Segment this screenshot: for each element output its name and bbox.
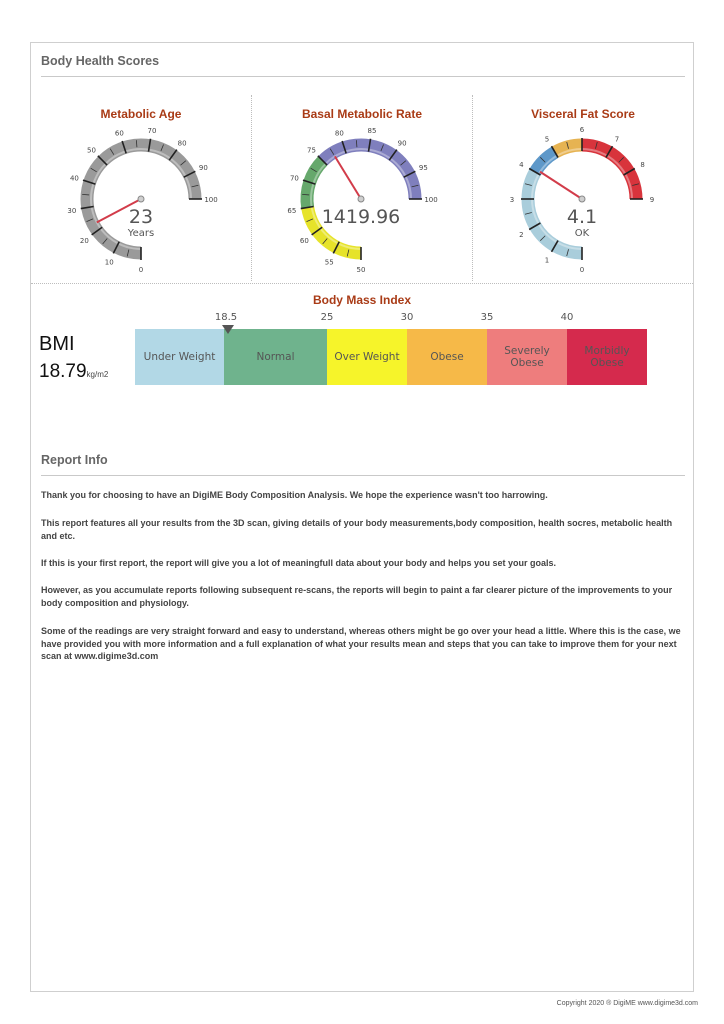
bmi-value-number: 18.79 [39, 361, 87, 382]
metabolic-age-tick-label: 80 [177, 139, 187, 148]
bmi-tick: 40 [560, 312, 574, 323]
copyright-footer: Copyright 2020 ® DigiME www.digime3d.com [556, 1000, 698, 1007]
metabolic-age-tick-label: 10 [104, 258, 114, 267]
metabolic-age-minor-tick [82, 194, 89, 195]
visceral-fat-tick-label: 9 [649, 196, 655, 204]
bmr-minor-tick [356, 140, 357, 147]
bmi-value [39, 361, 108, 383]
bmi-segment-morbidly-obese: Morbidly Obese [567, 329, 647, 385]
bmr-minor-tick [302, 194, 309, 195]
metabolic-age-tick-label: 30 [67, 206, 77, 215]
bmi-pointer-marker [222, 325, 234, 334]
bmi-tick: 25 [320, 312, 334, 323]
bmi-tick: 30 [400, 312, 414, 323]
report-paragraph: Thank you for choosing to have an DigiME Body Composition Analysis. We hope the experience wasn't too harrowing. [41, 490, 548, 500]
section-divider [41, 76, 685, 77]
metabolic-age-readout-label: Years [127, 228, 155, 239]
visceral-fat-tick-label: 4 [519, 161, 524, 169]
bmr-gauge [281, 123, 451, 273]
bmi-segment-under-weight: Under Weight [135, 329, 224, 385]
visceral-fat-tick-label: 5 [544, 135, 550, 144]
bmi-tick: 35 [480, 312, 494, 323]
bmi-tick: 18.5 [214, 312, 238, 323]
column-divider [472, 95, 473, 281]
bmr-needle [335, 156, 361, 199]
section-title-scores: Body Health Scores [41, 54, 160, 68]
visceral-fat-tick-label: 8 [640, 161, 645, 169]
metabolic-age-tick-label: 70 [147, 126, 157, 135]
visceral-fat-tick-label: 2 [519, 231, 524, 239]
gauge-title-visceral-fat: Visceral Fat Score [531, 107, 635, 121]
bmr-needle-hub [358, 196, 364, 202]
bmi-label: BMI [39, 333, 75, 355]
report-paragraph: However, as you accumulate reports following subsequent re-scans, the reports will begin to paint a far clearer picture of the improvements to your body composition and physiology. [41, 585, 673, 608]
visceral-fat-needle [540, 172, 582, 199]
metabolic-age-tick-label: 60 [114, 129, 124, 138]
bmr-tick-label: 55 [324, 258, 334, 267]
metabolic-age-tick-label: 90 [198, 164, 208, 173]
bmr-tick-label: 100 [424, 196, 438, 204]
column-divider [251, 95, 252, 281]
visceral-fat-readout-label: OK [574, 228, 590, 239]
visceral-fat-readout-value: 4.1 [566, 206, 598, 228]
bmr-readout-value: 1419.96 [321, 206, 401, 228]
report-paragraph: Some of the readings are very straight forward and easy to understand, whereas others might be go over your head a little. Where this is the case, we have provided you with more information and a full explanation of what your results mean and steps that you can take to improve them for your next scan at www.digime3d.com [41, 626, 681, 661]
metabolic-age-needle-hub [138, 196, 144, 202]
section-divider [41, 475, 685, 476]
visceral-fat-tick-label: 7 [614, 135, 620, 144]
bmr-tick-label: 60 [299, 237, 309, 246]
bmr-tick-label: 50 [356, 266, 366, 273]
metabolic-age-tick-label: 50 [87, 146, 96, 155]
metabolic-age-minor-tick [136, 140, 137, 147]
bmi-segment-over-weight: Over Weight [327, 329, 407, 385]
metabolic-age-readout-value: 23 [128, 206, 154, 228]
visceral-fat-tick-label: 3 [509, 196, 515, 204]
bmr-tick-label: 80 [334, 129, 344, 138]
metabolic-age-tick-label: 40 [69, 174, 79, 183]
bmi-unit: kg/m2 [86, 370, 109, 379]
bmi-title: Body Mass Index [312, 293, 412, 307]
bmr-tick-label: 70 [289, 174, 299, 183]
report-page [30, 42, 694, 992]
bmr-tick-label: 90 [397, 139, 407, 148]
bmr-band [323, 145, 415, 199]
section-title-report: Report Info [41, 453, 108, 467]
visceral-fat-tick-label: 0 [579, 266, 585, 273]
bmr-tick-label: 65 [287, 206, 297, 215]
report-paragraph: If this is your first report, the report will give you a lot of meaningfull data about your body and helps you set your goals. [41, 558, 557, 568]
metabolic-age-tick-label: 100 [204, 196, 218, 204]
gauge-title-metabolic-age: Metabolic Age [100, 107, 182, 121]
bmi-scale-bar [135, 329, 647, 385]
report-paragraph: This report features all your results from the 3D scan, giving details of your body measurements,body composition, health socres, metabolic health and etc. [41, 518, 673, 541]
bmr-tick-label: 85 [367, 126, 377, 135]
visceral-fat-tick-label: 6 [579, 126, 585, 134]
bmr-tick-label: 95 [418, 164, 428, 173]
visceral-fat-gauge [502, 123, 672, 273]
bmi-segment-severely-obese: Severely Obese [487, 329, 567, 385]
metabolic-age-gauge [61, 123, 231, 273]
bmr-tick-label: 75 [307, 146, 316, 155]
bmi-segment-normal: Normal [224, 329, 327, 385]
visceral-fat-tick-label: 1 [544, 256, 550, 265]
row-divider [31, 283, 693, 284]
visceral-fat-needle-hub [579, 196, 585, 202]
gauge-title-bmr: Basal Metabolic Rate [301, 107, 423, 121]
metabolic-age-tick-label: 0 [138, 266, 144, 273]
bmi-segment-obese: Obese [407, 329, 487, 385]
metabolic-age-tick-label: 20 [79, 237, 89, 246]
